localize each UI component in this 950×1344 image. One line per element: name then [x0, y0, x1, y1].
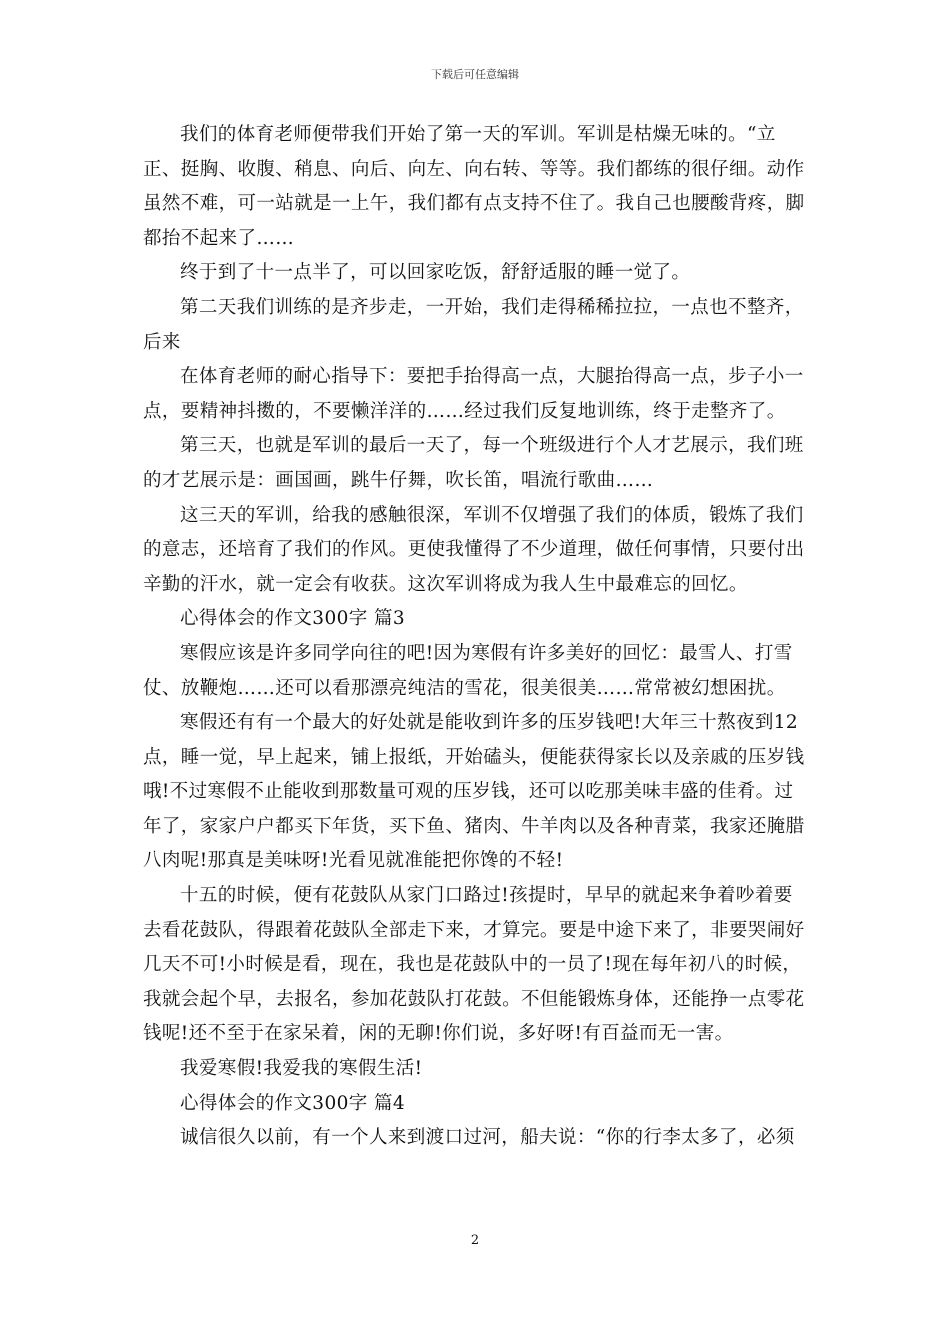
paragraph: 寒假应该是许多同学向往的吧!因为寒假有许多美好的回忆：最雪人、打雪仗、放鞭炮……还可以看那漂亮纯洁的雪花，很美很美……常常被幻想困扰。: [143, 642, 793, 699]
paragraph: 我们的体育老师便带我们开始了第一天的军训。军训是枯燥无味的。“立正、挺胸、收腹、稍息、向后、向左、向右转、等等。我们都练的很仔细。动作虽然不难，可一站就是一上午，我们都有点支持不住了。我自己也腰酸背疼，脚都抬不起来了……: [143, 124, 805, 249]
document-body: [143, 118, 811, 1156]
paragraph: 终于到了十一点半了，可以回家吃饭，舒舒适服的睡一觉了。: [180, 262, 691, 284]
paragraph: 第三天，也就是军训的最后一天了，每一个班级进行个人才艺展示，我们班的才艺展示是：画国画，跳牛仔舞，吹长笛，唱流行歌曲……: [143, 435, 804, 491]
paragraph: 第二天我们训练的是齐步走，一开始，我们走得稀稀拉拉，一点也不整齐，后来: [143, 296, 804, 353]
page-header: 下载后可任意编辑: [431, 68, 519, 81]
page-number: 2: [470, 1233, 480, 1248]
section-heading: 心得体会的作文300字 篇3: [180, 608, 406, 630]
paragraph: 我爱寒假!我爱我的寒假生活!: [180, 1058, 423, 1080]
paragraph: 寒假还有有一个最大的好处就是能收到许多的压岁钱吧!大年三十熬夜到12点，睡一觉，早上起来，铺上报纸，开始磕头，便能获得家长以及亲戚的压岁钱哦!不过寒假不止能收到那数量可观的压岁钱，还可以吃那美味丰盛的佳肴。过年了，家家户户都买下年货，买下鱼、猪肉、牛羊肉以及各种青菜，我家还腌腊八肉呢!那真是美味呀!光看见就准能把你馋的不轻!: [143, 712, 805, 872]
paragraph: 诚信很久以前，有一个人来到渡口过河，船夫说：“你的行李太多了，必须: [180, 1127, 795, 1149]
paragraph: 这三天的军训，给我的感触很深，军训不仅增强了我们的体质，锻炼了我们的意志，还培育了我们的作风。更使我懂得了不少道理，做任何事情，只要付出辛勤的汗水，就一定会有收获。这次军训将成为我人生中最难忘的回忆。: [143, 504, 805, 595]
section-heading: 心得体会的作文300字 篇4: [180, 1092, 406, 1114]
paragraph: 十五的时候，便有花鼓队从家门口路过!孩提时，早早的就起来争着吵着要去看花鼓队，得跟着花鼓队全部走下来，才算完。要是中途下来了，非要哭闹好几天不可!小时候是看，现在，我也是花鼓队中的一员了!现在每年初八的时候，我就会起个早，去报名，参加花鼓队打花鼓。不但能锻炼身体，还能挣一点零花钱呢!还不至于在家呆着，闲的无聊!你们说，多好呀!有百益而无一害。: [143, 885, 805, 1045]
paragraph: 在体育老师的耐心指导下：要把手抬得高一点，大腿抬得高一点，步子小一点，要精神抖擞的，不要懒洋洋的……经过我们反复地训练，终于走整齐了。: [143, 366, 804, 422]
